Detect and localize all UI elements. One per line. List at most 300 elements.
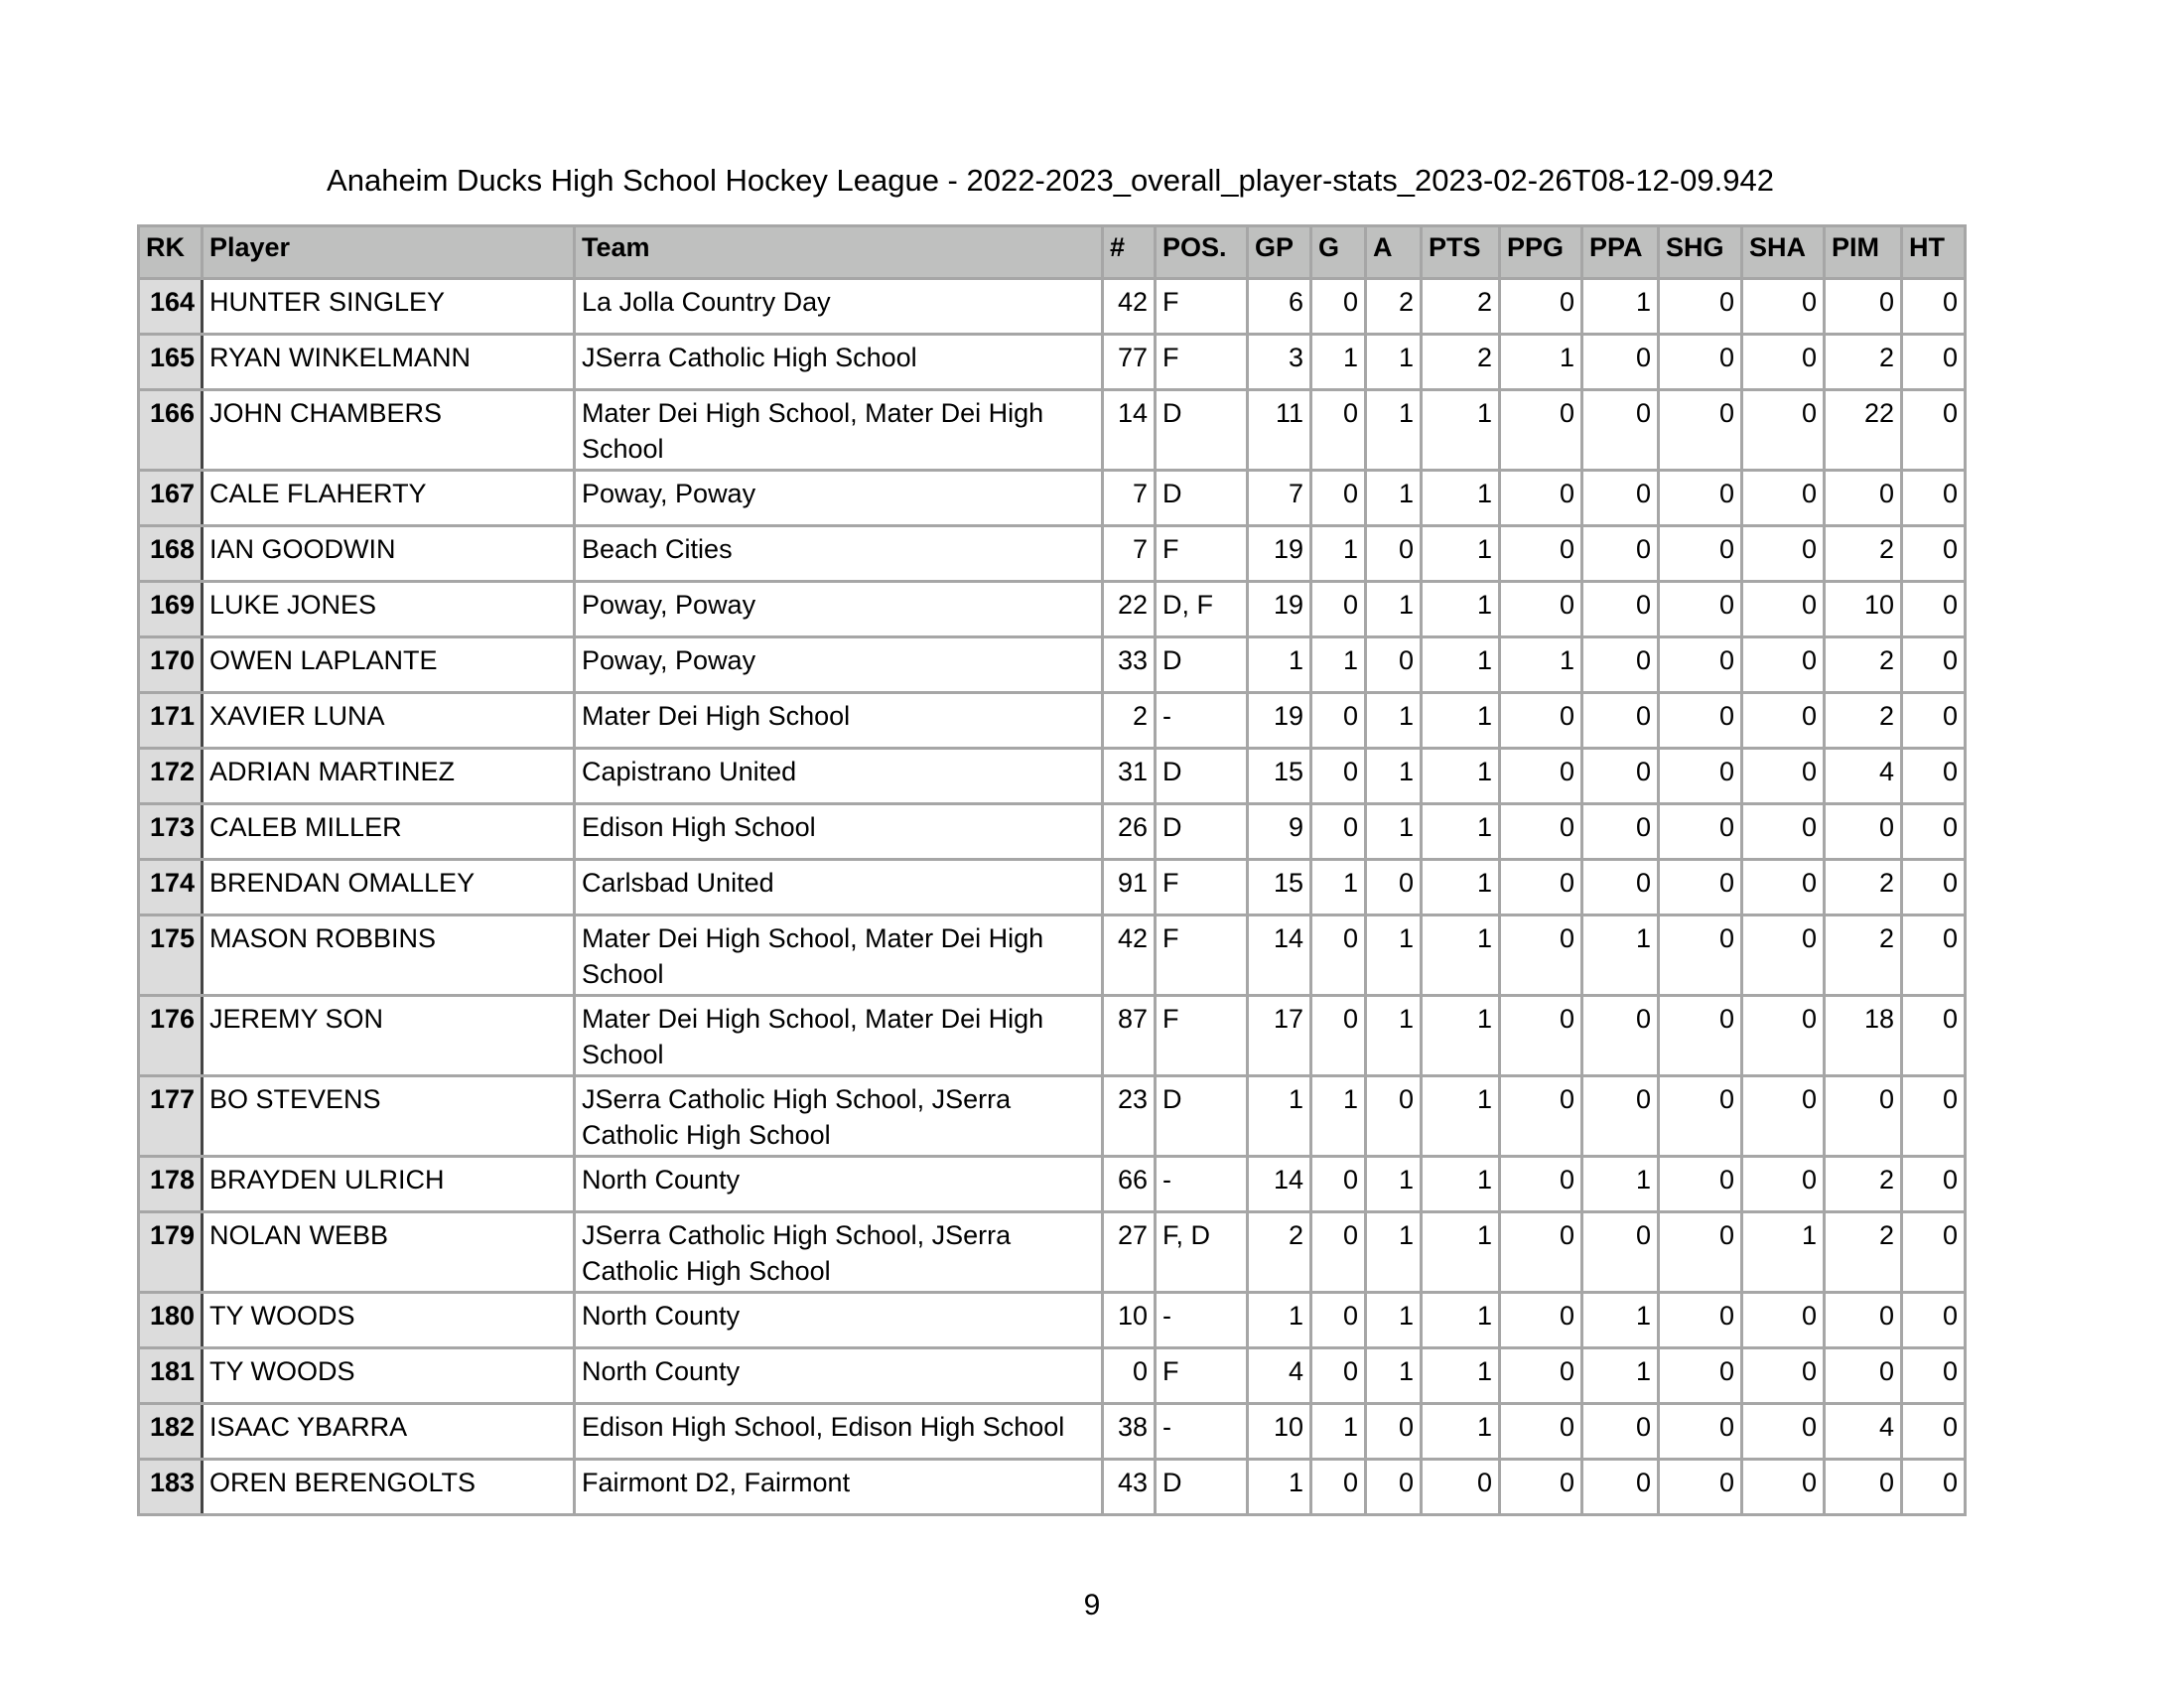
goals-cell: 0 xyxy=(1311,996,1366,1076)
table-row xyxy=(139,279,1966,335)
jersey-number-cell: 0 xyxy=(1103,1348,1156,1404)
table-row xyxy=(139,915,1966,996)
column-header-games-played: GP xyxy=(1248,226,1311,279)
penalty-minutes-cell: 2 xyxy=(1825,915,1902,996)
power-play-goals-cell: 0 xyxy=(1500,1348,1582,1404)
page-number: 9 xyxy=(1083,1589,1101,1621)
points-cell: 1 xyxy=(1422,996,1500,1076)
hat-tricks-cell: 0 xyxy=(1902,1076,1966,1157)
hat-tricks-cell: 0 xyxy=(1902,526,1966,582)
short-handed-assists-cell: 0 xyxy=(1742,749,1825,804)
table-row xyxy=(139,996,1966,1076)
position-cell: D xyxy=(1156,804,1248,860)
team-cell: La Jolla Country Day xyxy=(575,279,1103,335)
power-play-goals-cell: 0 xyxy=(1500,1293,1582,1348)
hat-tricks-cell: 0 xyxy=(1902,1404,1966,1460)
team-cell: Edison High School, Edison High School xyxy=(575,1404,1103,1460)
team-cell: Poway, Poway xyxy=(575,471,1103,526)
power-play-goals-cell: 0 xyxy=(1500,860,1582,915)
column-header-position: POS. xyxy=(1156,226,1248,279)
assists-cell: 1 xyxy=(1366,804,1422,860)
short-handed-assists-cell: 0 xyxy=(1742,915,1825,996)
short-handed-assists-cell: 0 xyxy=(1742,1076,1825,1157)
player-name-cell: TY WOODS xyxy=(203,1293,575,1348)
column-header-power-play-assists: PPA xyxy=(1582,226,1659,279)
power-play-assists-cell: 0 xyxy=(1582,390,1659,471)
jersey-number-cell: 91 xyxy=(1103,860,1156,915)
player-name-cell: ADRIAN MARTINEZ xyxy=(203,749,575,804)
player-name-cell: IAN GOODWIN xyxy=(203,526,575,582)
short-handed-assists-cell: 0 xyxy=(1742,1293,1825,1348)
short-handed-goals-cell: 0 xyxy=(1659,1404,1742,1460)
assists-cell: 1 xyxy=(1366,1157,1422,1212)
penalty-minutes-cell: 2 xyxy=(1825,637,1902,693)
rank-cell: 183 xyxy=(139,1460,203,1515)
rank-cell: 170 xyxy=(139,637,203,693)
games-played-cell: 14 xyxy=(1248,915,1311,996)
jersey-number-cell: 7 xyxy=(1103,471,1156,526)
position-cell: D xyxy=(1156,1460,1248,1515)
games-played-cell: 17 xyxy=(1248,996,1311,1076)
team-cell: Beach Cities xyxy=(575,526,1103,582)
hat-tricks-cell: 0 xyxy=(1902,1293,1966,1348)
power-play-goals-cell: 0 xyxy=(1500,526,1582,582)
player-name-cell: JEREMY SON xyxy=(203,996,575,1076)
column-header-penalty-minutes: PIM xyxy=(1825,226,1902,279)
table-row xyxy=(139,526,1966,582)
document-title: Anaheim Ducks High School Hockey League - 2022-2023_overall_player-stats_2023-02-26T08-12-09.942 xyxy=(327,163,1774,198)
player-name-cell: HUNTER SINGLEY xyxy=(203,279,575,335)
jersey-number-cell: 27 xyxy=(1103,1212,1156,1293)
player-stats-table xyxy=(137,224,1967,1516)
position-cell: D xyxy=(1156,637,1248,693)
hat-tricks-cell: 0 xyxy=(1902,637,1966,693)
assists-cell: 1 xyxy=(1366,582,1422,637)
short-handed-goals-cell: 0 xyxy=(1659,1076,1742,1157)
team-cell: Edison High School xyxy=(575,804,1103,860)
short-handed-assists-cell: 0 xyxy=(1742,526,1825,582)
power-play-goals-cell: 1 xyxy=(1500,637,1582,693)
position-cell: - xyxy=(1156,1293,1248,1348)
assists-cell: 1 xyxy=(1366,471,1422,526)
points-cell: 1 xyxy=(1422,1293,1500,1348)
short-handed-goals-cell: 0 xyxy=(1659,1348,1742,1404)
column-header-team: Team xyxy=(575,226,1103,279)
table-header-row xyxy=(139,226,1966,279)
penalty-minutes-cell: 22 xyxy=(1825,390,1902,471)
player-name-cell: JOHN CHAMBERS xyxy=(203,390,575,471)
power-play-assists-cell: 0 xyxy=(1582,1076,1659,1157)
jersey-number-cell: 43 xyxy=(1103,1460,1156,1515)
power-play-assists-cell: 0 xyxy=(1582,749,1659,804)
position-cell: F, D xyxy=(1156,1212,1248,1293)
rank-cell: 172 xyxy=(139,749,203,804)
short-handed-goals-cell: 0 xyxy=(1659,390,1742,471)
column-header-short-handed-assists: SHA xyxy=(1742,226,1825,279)
games-played-cell: 1 xyxy=(1248,1076,1311,1157)
player-name-cell: ISAAC YBARRA xyxy=(203,1404,575,1460)
short-handed-goals-cell: 0 xyxy=(1659,1460,1742,1515)
column-header-short-handed-goals: SHG xyxy=(1659,226,1742,279)
table-row xyxy=(139,390,1966,471)
short-handed-goals-cell: 0 xyxy=(1659,1157,1742,1212)
short-handed-assists-cell: 0 xyxy=(1742,582,1825,637)
hat-tricks-cell: 0 xyxy=(1902,1348,1966,1404)
points-cell: 1 xyxy=(1422,637,1500,693)
short-handed-goals-cell: 0 xyxy=(1659,471,1742,526)
player-name-cell: CALE FLAHERTY xyxy=(203,471,575,526)
games-played-cell: 2 xyxy=(1248,1212,1311,1293)
power-play-assists-cell: 0 xyxy=(1582,693,1659,749)
jersey-number-cell: 42 xyxy=(1103,915,1156,996)
position-cell: F xyxy=(1156,335,1248,390)
player-name-cell: BRENDAN OMALLEY xyxy=(203,860,575,915)
points-cell: 1 xyxy=(1422,804,1500,860)
points-cell: 1 xyxy=(1422,390,1500,471)
points-cell: 1 xyxy=(1422,1157,1500,1212)
hat-tricks-cell: 0 xyxy=(1902,390,1966,471)
power-play-assists-cell: 0 xyxy=(1582,471,1659,526)
short-handed-assists-cell: 0 xyxy=(1742,804,1825,860)
power-play-goals-cell: 1 xyxy=(1500,335,1582,390)
jersey-number-cell: 33 xyxy=(1103,637,1156,693)
hat-tricks-cell: 0 xyxy=(1902,1157,1966,1212)
games-played-cell: 1 xyxy=(1248,637,1311,693)
assists-cell: 1 xyxy=(1366,749,1422,804)
short-handed-assists-cell: 0 xyxy=(1742,279,1825,335)
assists-cell: 1 xyxy=(1366,693,1422,749)
team-cell: Mater Dei High School, Mater Dei High School xyxy=(575,390,1103,471)
points-cell: 1 xyxy=(1422,693,1500,749)
games-played-cell: 9 xyxy=(1248,804,1311,860)
goals-cell: 1 xyxy=(1311,1076,1366,1157)
power-play-goals-cell: 0 xyxy=(1500,279,1582,335)
jersey-number-cell: 2 xyxy=(1103,693,1156,749)
assists-cell: 1 xyxy=(1366,915,1422,996)
short-handed-goals-cell: 0 xyxy=(1659,526,1742,582)
goals-cell: 0 xyxy=(1311,1348,1366,1404)
goals-cell: 1 xyxy=(1311,637,1366,693)
penalty-minutes-cell: 0 xyxy=(1825,1293,1902,1348)
column-header-assists: A xyxy=(1366,226,1422,279)
team-cell: JSerra Catholic High School, JSerra Catholic High School xyxy=(575,1212,1103,1293)
goals-cell: 1 xyxy=(1311,860,1366,915)
games-played-cell: 1 xyxy=(1248,1293,1311,1348)
jersey-number-cell: 26 xyxy=(1103,804,1156,860)
short-handed-assists-cell: 0 xyxy=(1742,1404,1825,1460)
team-cell: Mater Dei High School, Mater Dei High School xyxy=(575,915,1103,996)
table-body xyxy=(139,279,1966,1515)
power-play-assists-cell: 0 xyxy=(1582,860,1659,915)
player-name-cell: RYAN WINKELMANN xyxy=(203,335,575,390)
power-play-goals-cell: 0 xyxy=(1500,1404,1582,1460)
power-play-goals-cell: 0 xyxy=(1500,693,1582,749)
goals-cell: 1 xyxy=(1311,1404,1366,1460)
power-play-goals-cell: 0 xyxy=(1500,915,1582,996)
rank-cell: 175 xyxy=(139,915,203,996)
assists-cell: 1 xyxy=(1366,1212,1422,1293)
penalty-minutes-cell: 2 xyxy=(1825,860,1902,915)
games-played-cell: 10 xyxy=(1248,1404,1311,1460)
jersey-number-cell: 87 xyxy=(1103,996,1156,1076)
rank-cell: 176 xyxy=(139,996,203,1076)
points-cell: 1 xyxy=(1422,526,1500,582)
team-cell: Mater Dei High School xyxy=(575,693,1103,749)
short-handed-assists-cell: 0 xyxy=(1742,996,1825,1076)
table-row xyxy=(139,804,1966,860)
hat-tricks-cell: 0 xyxy=(1902,471,1966,526)
rank-cell: 178 xyxy=(139,1157,203,1212)
table-row xyxy=(139,860,1966,915)
points-cell: 1 xyxy=(1422,1348,1500,1404)
table-row xyxy=(139,582,1966,637)
penalty-minutes-cell: 10 xyxy=(1825,582,1902,637)
team-cell: Poway, Poway xyxy=(575,637,1103,693)
position-cell: - xyxy=(1156,693,1248,749)
jersey-number-cell: 31 xyxy=(1103,749,1156,804)
games-played-cell: 6 xyxy=(1248,279,1311,335)
short-handed-assists-cell: 1 xyxy=(1742,1212,1825,1293)
team-cell: Carlsbad United xyxy=(575,860,1103,915)
player-name-cell: BRAYDEN ULRICH xyxy=(203,1157,575,1212)
rank-cell: 179 xyxy=(139,1212,203,1293)
hat-tricks-cell: 0 xyxy=(1902,915,1966,996)
short-handed-goals-cell: 0 xyxy=(1659,335,1742,390)
penalty-minutes-cell: 2 xyxy=(1825,1157,1902,1212)
short-handed-assists-cell: 0 xyxy=(1742,637,1825,693)
table-row xyxy=(139,1212,1966,1293)
penalty-minutes-cell: 2 xyxy=(1825,1212,1902,1293)
short-handed-assists-cell: 0 xyxy=(1742,1348,1825,1404)
table-row xyxy=(139,1460,1966,1515)
table-row xyxy=(139,1348,1966,1404)
penalty-minutes-cell: 18 xyxy=(1825,996,1902,1076)
power-play-assists-cell: 1 xyxy=(1582,1157,1659,1212)
column-header-hat-tricks: HT xyxy=(1902,226,1966,279)
rank-cell: 167 xyxy=(139,471,203,526)
table-row xyxy=(139,471,1966,526)
points-cell: 1 xyxy=(1422,1404,1500,1460)
position-cell: D xyxy=(1156,390,1248,471)
rank-cell: 181 xyxy=(139,1348,203,1404)
goals-cell: 1 xyxy=(1311,335,1366,390)
table-row xyxy=(139,1157,1966,1212)
goals-cell: 0 xyxy=(1311,1460,1366,1515)
team-cell: JSerra Catholic High School, JSerra Catholic High School xyxy=(575,1076,1103,1157)
penalty-minutes-cell: 0 xyxy=(1825,279,1902,335)
goals-cell: 0 xyxy=(1311,749,1366,804)
column-header-power-play-goals: PPG xyxy=(1500,226,1582,279)
jersey-number-cell: 77 xyxy=(1103,335,1156,390)
position-cell: D xyxy=(1156,1076,1248,1157)
power-play-goals-cell: 0 xyxy=(1500,582,1582,637)
hat-tricks-cell: 0 xyxy=(1902,996,1966,1076)
short-handed-goals-cell: 0 xyxy=(1659,637,1742,693)
penalty-minutes-cell: 4 xyxy=(1825,749,1902,804)
power-play-goals-cell: 0 xyxy=(1500,1076,1582,1157)
team-cell: North County xyxy=(575,1293,1103,1348)
games-played-cell: 1 xyxy=(1248,1460,1311,1515)
rank-cell: 168 xyxy=(139,526,203,582)
power-play-assists-cell: 1 xyxy=(1582,279,1659,335)
rank-cell: 166 xyxy=(139,390,203,471)
hat-tricks-cell: 0 xyxy=(1902,1212,1966,1293)
goals-cell: 0 xyxy=(1311,390,1366,471)
games-played-cell: 3 xyxy=(1248,335,1311,390)
short-handed-assists-cell: 0 xyxy=(1742,471,1825,526)
column-header-player: Player xyxy=(203,226,575,279)
team-cell: Poway, Poway xyxy=(575,582,1103,637)
penalty-minutes-cell: 2 xyxy=(1825,526,1902,582)
table-row xyxy=(139,335,1966,390)
power-play-assists-cell: 1 xyxy=(1582,1293,1659,1348)
player-name-cell: NOLAN WEBB xyxy=(203,1212,575,1293)
goals-cell: 0 xyxy=(1311,1157,1366,1212)
games-played-cell: 19 xyxy=(1248,693,1311,749)
points-cell: 1 xyxy=(1422,471,1500,526)
rank-cell: 164 xyxy=(139,279,203,335)
short-handed-assists-cell: 0 xyxy=(1742,335,1825,390)
jersey-number-cell: 23 xyxy=(1103,1076,1156,1157)
position-cell: F xyxy=(1156,996,1248,1076)
short-handed-goals-cell: 0 xyxy=(1659,693,1742,749)
assists-cell: 1 xyxy=(1366,996,1422,1076)
games-played-cell: 15 xyxy=(1248,749,1311,804)
power-play-goals-cell: 0 xyxy=(1500,1157,1582,1212)
rank-cell: 177 xyxy=(139,1076,203,1157)
short-handed-assists-cell: 0 xyxy=(1742,860,1825,915)
points-cell: 1 xyxy=(1422,582,1500,637)
power-play-goals-cell: 0 xyxy=(1500,1212,1582,1293)
table-row xyxy=(139,749,1966,804)
games-played-cell: 19 xyxy=(1248,582,1311,637)
position-cell: F xyxy=(1156,526,1248,582)
short-handed-goals-cell: 0 xyxy=(1659,749,1742,804)
penalty-minutes-cell: 2 xyxy=(1825,335,1902,390)
power-play-goals-cell: 0 xyxy=(1500,804,1582,860)
player-name-cell: LUKE JONES xyxy=(203,582,575,637)
power-play-goals-cell: 0 xyxy=(1500,471,1582,526)
power-play-assists-cell: 0 xyxy=(1582,582,1659,637)
goals-cell: 1 xyxy=(1311,526,1366,582)
assists-cell: 0 xyxy=(1366,526,1422,582)
position-cell: F xyxy=(1156,860,1248,915)
penalty-minutes-cell: 0 xyxy=(1825,804,1902,860)
points-cell: 1 xyxy=(1422,749,1500,804)
short-handed-goals-cell: 0 xyxy=(1659,582,1742,637)
hat-tricks-cell: 0 xyxy=(1902,693,1966,749)
jersey-number-cell: 66 xyxy=(1103,1157,1156,1212)
rank-cell: 171 xyxy=(139,693,203,749)
power-play-goals-cell: 0 xyxy=(1500,1460,1582,1515)
player-name-cell: CALEB MILLER xyxy=(203,804,575,860)
team-cell: Fairmont D2, Fairmont xyxy=(575,1460,1103,1515)
team-cell: North County xyxy=(575,1348,1103,1404)
assists-cell: 0 xyxy=(1366,860,1422,915)
points-cell: 0 xyxy=(1422,1460,1500,1515)
team-cell: JSerra Catholic High School xyxy=(575,335,1103,390)
assists-cell: 0 xyxy=(1366,1404,1422,1460)
power-play-assists-cell: 1 xyxy=(1582,1348,1659,1404)
points-cell: 2 xyxy=(1422,279,1500,335)
player-name-cell: OREN BERENGOLTS xyxy=(203,1460,575,1515)
jersey-number-cell: 7 xyxy=(1103,526,1156,582)
table-row xyxy=(139,1404,1966,1460)
short-handed-goals-cell: 0 xyxy=(1659,996,1742,1076)
penalty-minutes-cell: 0 xyxy=(1825,1076,1902,1157)
short-handed-assists-cell: 0 xyxy=(1742,1157,1825,1212)
power-play-assists-cell: 0 xyxy=(1582,526,1659,582)
hat-tricks-cell: 0 xyxy=(1902,279,1966,335)
rank-cell: 165 xyxy=(139,335,203,390)
short-handed-goals-cell: 0 xyxy=(1659,1293,1742,1348)
position-cell: D xyxy=(1156,471,1248,526)
power-play-assists-cell: 0 xyxy=(1582,637,1659,693)
hat-tricks-cell: 0 xyxy=(1902,335,1966,390)
points-cell: 1 xyxy=(1422,915,1500,996)
table-row xyxy=(139,693,1966,749)
penalty-minutes-cell: 4 xyxy=(1825,1404,1902,1460)
jersey-number-cell: 22 xyxy=(1103,582,1156,637)
position-cell: F xyxy=(1156,279,1248,335)
short-handed-goals-cell: 0 xyxy=(1659,1212,1742,1293)
hat-tricks-cell: 0 xyxy=(1902,1460,1966,1515)
short-handed-assists-cell: 0 xyxy=(1742,390,1825,471)
position-cell: - xyxy=(1156,1157,1248,1212)
player-name-cell: OWEN LAPLANTE xyxy=(203,637,575,693)
power-play-goals-cell: 0 xyxy=(1500,749,1582,804)
assists-cell: 0 xyxy=(1366,1076,1422,1157)
team-cell: Capistrano United xyxy=(575,749,1103,804)
games-played-cell: 11 xyxy=(1248,390,1311,471)
team-cell: Mater Dei High School, Mater Dei High School xyxy=(575,996,1103,1076)
column-header-rank: RK xyxy=(139,226,203,279)
goals-cell: 0 xyxy=(1311,804,1366,860)
power-play-goals-cell: 0 xyxy=(1500,390,1582,471)
rank-cell: 180 xyxy=(139,1293,203,1348)
short-handed-goals-cell: 0 xyxy=(1659,804,1742,860)
goals-cell: 0 xyxy=(1311,1293,1366,1348)
player-name-cell: MASON ROBBINS xyxy=(203,915,575,996)
player-name-cell: TY WOODS xyxy=(203,1348,575,1404)
goals-cell: 0 xyxy=(1311,915,1366,996)
position-cell: D, F xyxy=(1156,582,1248,637)
assists-cell: 0 xyxy=(1366,637,1422,693)
jersey-number-cell: 42 xyxy=(1103,279,1156,335)
jersey-number-cell: 38 xyxy=(1103,1404,1156,1460)
goals-cell: 0 xyxy=(1311,582,1366,637)
rank-cell: 173 xyxy=(139,804,203,860)
short-handed-goals-cell: 0 xyxy=(1659,279,1742,335)
games-played-cell: 4 xyxy=(1248,1348,1311,1404)
power-play-assists-cell: 0 xyxy=(1582,1460,1659,1515)
table-row xyxy=(139,1293,1966,1348)
table-row xyxy=(139,1076,1966,1157)
assists-cell: 0 xyxy=(1366,1460,1422,1515)
hat-tricks-cell: 0 xyxy=(1902,804,1966,860)
points-cell: 1 xyxy=(1422,860,1500,915)
short-handed-goals-cell: 0 xyxy=(1659,915,1742,996)
short-handed-assists-cell: 0 xyxy=(1742,1460,1825,1515)
rank-cell: 174 xyxy=(139,860,203,915)
power-play-assists-cell: 0 xyxy=(1582,996,1659,1076)
position-cell: - xyxy=(1156,1404,1248,1460)
hat-tricks-cell: 0 xyxy=(1902,582,1966,637)
points-cell: 2 xyxy=(1422,335,1500,390)
rank-cell: 182 xyxy=(139,1404,203,1460)
table-row xyxy=(139,637,1966,693)
assists-cell: 1 xyxy=(1366,1348,1422,1404)
